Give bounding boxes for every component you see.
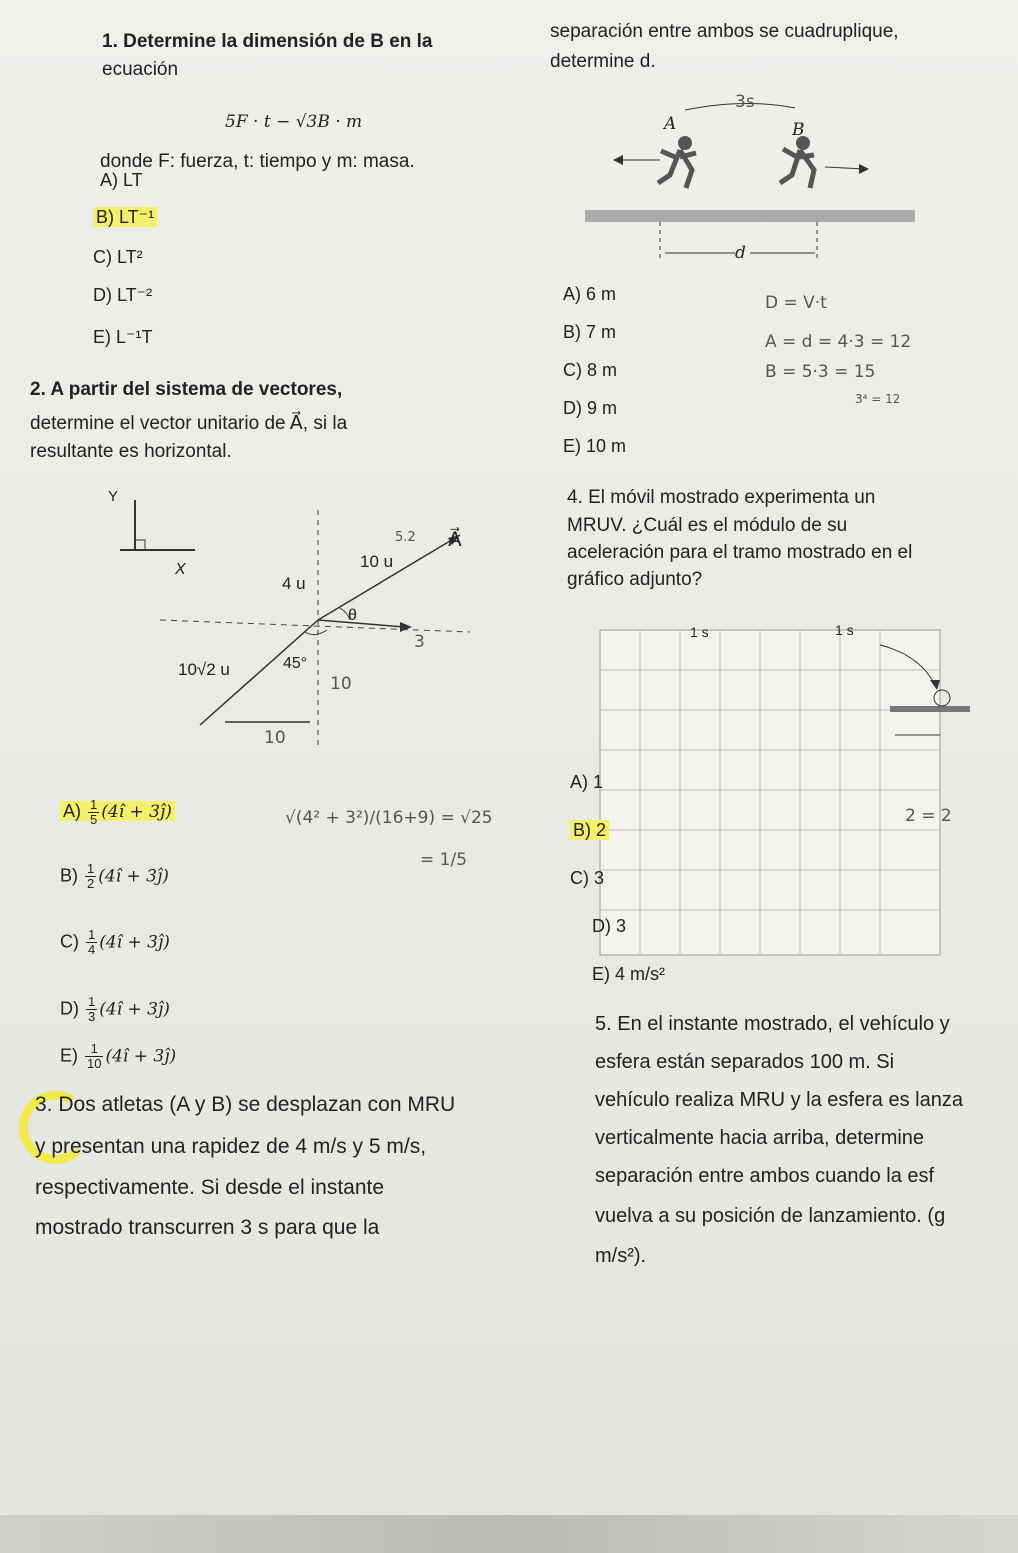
q1-option-e: E) L⁻¹T	[93, 327, 153, 347]
q4-line1: 4. El móvil mostrado experimenta un	[567, 487, 876, 508]
handwritten-work-sqrt: √(4² + 3²)/(16+9) = √25	[285, 808, 493, 828]
handwritten-3: 3	[414, 632, 425, 652]
handwritten-a-distance: A = d = 4·3 = 12	[765, 332, 912, 352]
q4-line4: gráfico adjunto?	[567, 569, 703, 590]
q3-line4: mostrado transcurren 3 s para que la	[35, 1216, 380, 1239]
q1-option-b: B) LT⁻¹	[93, 205, 157, 229]
handwritten-5-2: 5.2	[395, 530, 416, 545]
q1-option-a: A) LT	[100, 170, 143, 190]
four-u-label: 4 u	[282, 574, 306, 593]
q1-title-line2: ecuación	[102, 59, 179, 80]
q3-continued-line1: separación entre ambos se cuadruplique,	[550, 21, 899, 42]
q2-line3: resultante es horizontal.	[30, 441, 232, 462]
handwritten-work-result: = 1/5	[420, 850, 468, 870]
q5-line2: esfera están separados 100 m. Si	[595, 1051, 895, 1073]
q4-line3: aceleración para el tramo mostrado en el	[567, 542, 913, 563]
x-axis-label: X	[175, 561, 186, 578]
athlete-a-label: A	[664, 114, 677, 134]
q1-option-c: C) LT²	[93, 247, 143, 267]
y-axis-label: Y	[108, 488, 119, 505]
q4-option-a: A) 1	[570, 772, 604, 792]
ten-u-label: 10 u	[360, 552, 394, 571]
q5-line3: vehículo realiza MRU y la esfera es lanza	[595, 1089, 963, 1111]
q4-option-b: B) 2	[570, 818, 609, 842]
angle-45-label: 45°	[283, 655, 308, 672]
q2-option-d: D) $\frac{1}{3}$ (4î + 3ĵ)	[60, 994, 170, 1024]
q4-option-d: D) 3	[592, 916, 627, 936]
time-label-2: 1 s	[835, 622, 854, 638]
q3-option-e: E) 10 m	[563, 436, 627, 456]
athletes-diagram	[585, 85, 915, 270]
q2-line2: determine el vector unitario de A⃗, si la	[30, 413, 348, 434]
q3-option-b: B) 7 m	[563, 322, 617, 342]
ten-sqrt2-label: 10√2 u	[178, 660, 230, 679]
q1-title-line1: 1. Determine la dimensión de B en la	[102, 31, 433, 52]
handwritten-10-bottom: 10	[264, 728, 286, 748]
theta-label: θ	[348, 607, 357, 624]
handwritten-10-right: 10	[330, 674, 352, 694]
handwritten-formula: D = V·t	[765, 293, 827, 313]
q1-equation: 5F · t − √3B · m	[225, 112, 363, 132]
bottom-edge-shadow	[0, 1515, 1018, 1553]
time-3s-label: 3s	[735, 92, 755, 112]
q4-option-c: C) 3	[570, 868, 605, 888]
time-label-1: 1 s	[690, 624, 709, 640]
graph-paper-figure	[560, 610, 980, 960]
q3-option-d: D) 9 m	[563, 398, 617, 418]
handwritten-b-distance: B = 5·3 = 15	[765, 362, 876, 382]
q5-line5: separación entre ambos cuando la esf	[595, 1165, 935, 1187]
distance-d-label: d	[735, 243, 746, 263]
q2-option-b: B) $\frac{1}{2}$ (4î + 3ĵ)	[60, 861, 169, 891]
q4-line2: MRUV. ¿Cuál es el módulo de su	[567, 515, 848, 536]
q3-line3: respectivamente. Si desde el instante	[35, 1176, 385, 1199]
handwritten-answer: 2 = 2	[905, 806, 952, 826]
handwritten-note: 3⁴ = 12	[855, 392, 901, 406]
q1-option-d: D) LT⁻²	[93, 285, 153, 305]
q4-option-e: E) 4 m/s²	[592, 964, 666, 984]
q5-line6: vuelva a su posición de lanzamiento. (g	[595, 1205, 946, 1227]
vector-diagram	[100, 480, 480, 760]
athlete-b-label: B	[792, 120, 805, 140]
q3-line2: y presentan una rapidez de 4 m/s y 5 m/s,	[35, 1135, 427, 1158]
q2-option-c: C) $\frac{1}{4}$ (4î + 3ĵ)	[60, 927, 170, 957]
q2-line1: 2. A partir del sistema de vectores,	[30, 379, 343, 400]
q5-line4: verticalmente hacia arriba, determine	[595, 1127, 925, 1149]
q5-line7: m/s²).	[595, 1245, 647, 1267]
q5-line1: 5. En el instante mostrado, el vehículo y	[595, 1013, 950, 1035]
q3-option-c: C) 8 m	[563, 360, 617, 380]
q2-option-e: E) $\frac{1}{10}$ (4î + 3ĵ)	[60, 1041, 177, 1071]
q3-continued-line2: determine d.	[550, 51, 656, 72]
q2-option-a: A) $\frac{1}{5}$ (4î + 3ĵ)	[60, 798, 175, 827]
q3-option-a: A) 6 m	[563, 284, 617, 304]
q3-line1: 3. Dos atletas (A y B) se desplazan con MRU	[35, 1093, 456, 1116]
vector-a-label: A⃗	[448, 529, 462, 551]
q1-description: donde F: fuerza, t: tiempo y m: masa.	[100, 151, 415, 172]
